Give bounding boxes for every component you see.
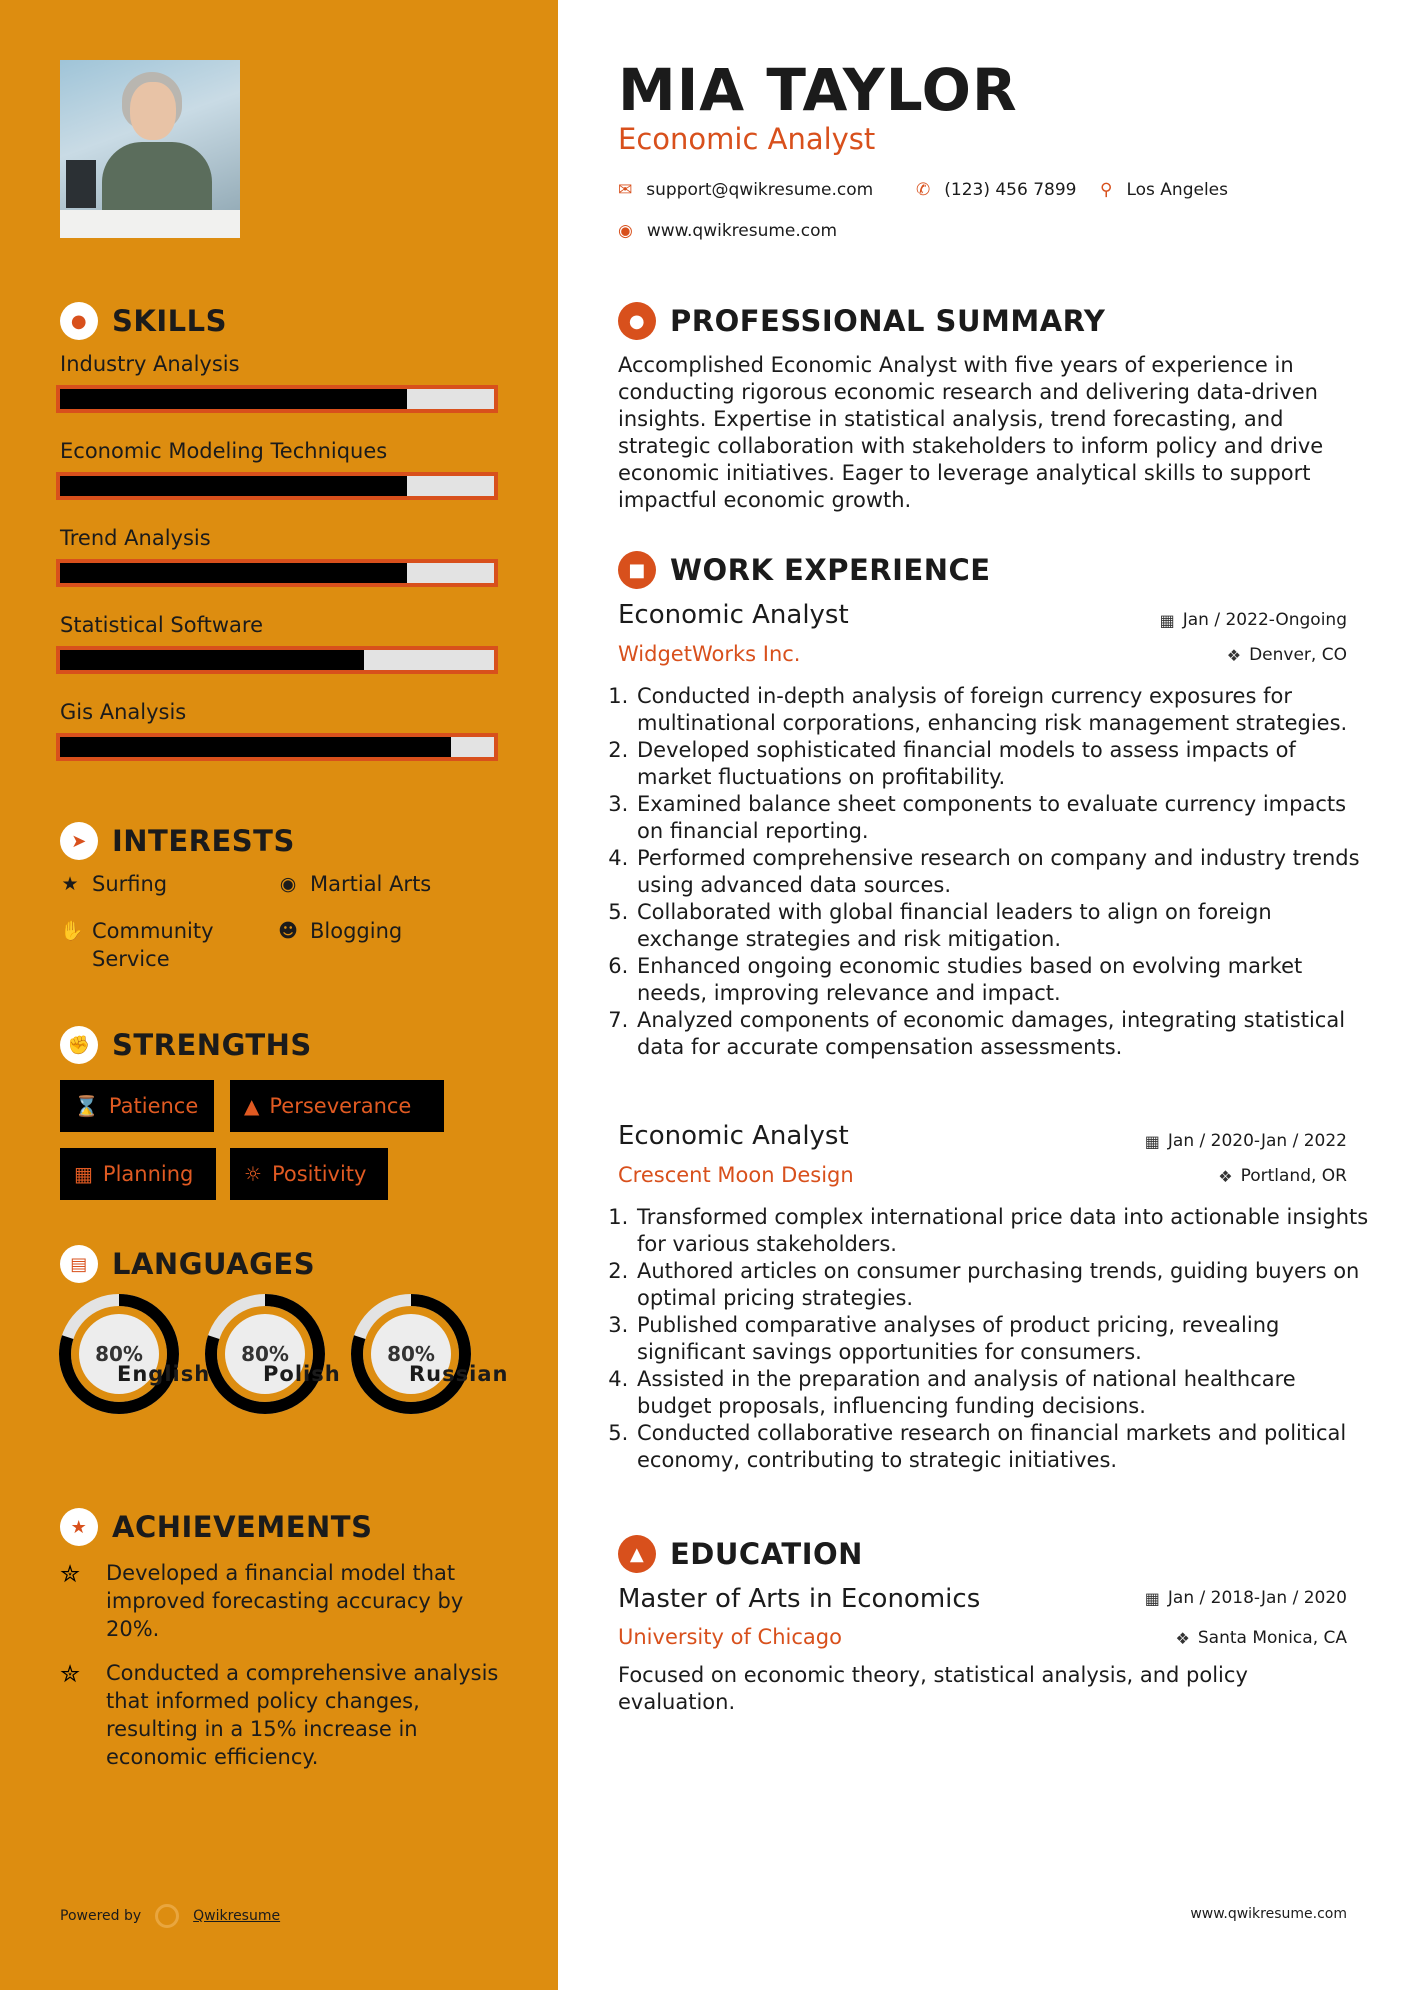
skill-bar-fill [60, 563, 407, 583]
job-duties [618, 1204, 1375, 1474]
achievements-heading: ★ ACHIEVEMENTS [60, 1508, 372, 1546]
powered-by: Powered by Qwikresume [60, 1904, 280, 1928]
star-icon: ★ [61, 873, 79, 895]
degree-title: Master of Arts in Economics [618, 1584, 981, 1614]
skill-label: Gis Analysis [60, 700, 187, 724]
job-title: Economic Analyst [618, 1121, 849, 1151]
job-company: Crescent Moon Design [618, 1163, 854, 1187]
job-dates: ▦ Jan / 2020-Jan / 2022 [1144, 1131, 1347, 1151]
skill-label: Economic Modeling Techniques [60, 439, 388, 463]
calendar-icon: ▦ [1159, 610, 1175, 630]
star-burst-icon: ✮ [60, 1560, 81, 1588]
duty-item: 5. Collaborated with global financial leaders to align on foreign exchange strategies and risk mitigation. [635, 899, 1375, 953]
profile-photo [60, 60, 240, 238]
achievement-item: ✮ Conducted a comprehensive analysis that informed policy changes, resulting in a 15% increase in economic efficiency. [60, 1660, 499, 1769]
education-location: ❖ Santa Monica, CA [1175, 1628, 1347, 1648]
school-name: University of Chicago [618, 1625, 842, 1649]
strength-badge: ☼ Positivity [230, 1148, 388, 1200]
email-contact[interactable]: ✉ support@qwikresume.com [618, 180, 874, 200]
language-percent: 80% [95, 1342, 143, 1366]
job-duties [618, 683, 1375, 1061]
summary-text: Accomplished Economic Analyst with five years of experience in conducting rigorous economic research and delivering data-driven insights. Expertise in statistical analysis, trend forecasting, and strategic collaboration with stakeholders to inform policy and drive economic initiatives. Eager to leverage analytical skills to support impactful economic growth. [618, 353, 1324, 512]
language-percent: 80% [241, 1342, 289, 1366]
paper-plane-icon: ➤ [60, 822, 98, 860]
location-contact: ⚲ Los Angeles [1100, 180, 1228, 200]
summary-heading: ● PROFESSIONAL SUMMARY [618, 302, 1105, 340]
sidebar [0, 0, 558, 1990]
pushpin-icon: ❖ [1226, 645, 1242, 665]
strengths-heading: ✊ STRENGTHS [60, 1026, 312, 1064]
sun-icon: ☼ [244, 1162, 262, 1186]
language-ring [349, 1292, 473, 1416]
binoculars-icon: ▲ [244, 1094, 260, 1118]
website-contact[interactable]: ◉ www.qwikresume.com [618, 221, 838, 241]
skill-label: Statistical Software [60, 613, 264, 637]
duty-item: 3. Examined balance sheet components to evaluate currency impacts on financial reporting. [635, 791, 1375, 845]
language-name: Polish [263, 1362, 341, 1386]
pushpin-icon: ❖ [1175, 1628, 1190, 1648]
education-dates: ▦ Jan / 2018-Jan / 2020 [1144, 1588, 1347, 1608]
duty-item: 6. Enhanced ongoing economic studies based on evolving market needs, improving relevance and impact. [635, 953, 1375, 1007]
strength-badge: ▲ Perseverance [230, 1080, 444, 1132]
experience-heading: ■ WORK EXPERIENCE [618, 551, 991, 589]
interest-item: ★ Surfing [61, 872, 168, 896]
main-content [558, 0, 1407, 1990]
strength-badge: ▦ Planning [60, 1148, 216, 1200]
job-location: ❖ Portland, OR [1218, 1166, 1347, 1186]
language-percent: 80% [387, 1342, 435, 1366]
calendar-icon: ▦ [1144, 1131, 1160, 1151]
interest-item: ✋ Community Service [60, 919, 214, 971]
language-item [203, 1292, 341, 1416]
skills-heading: ● SKILLS [60, 302, 227, 340]
user-icon: ● [618, 302, 656, 340]
duty-item: 3. Published comparative analyses of product pricing, revealing significant savings opportunities for consumers. [635, 1312, 1375, 1366]
skill-bar [56, 385, 498, 413]
duty-item: 2. Developed sophisticated financial models to assess impacts of market fluctuations on profitability. [635, 737, 1375, 791]
skill-bar [56, 733, 498, 761]
job-location: ❖ Denver, CO [1226, 645, 1347, 665]
languages-heading: ▤ LANGUAGES [60, 1245, 315, 1283]
brand-link[interactable]: Qwikresume [193, 1908, 281, 1924]
job-title: Economic Analyst [618, 600, 849, 630]
envelope-icon: ✉ [618, 180, 633, 200]
duty-item: 4. Assisted in the preparation and analysis of national healthcare budget proposals, influencing funding decisions. [635, 1366, 1375, 1420]
interests-heading: ➤ INTERESTS [60, 822, 295, 860]
footer-url[interactable]: www.qwikresume.com [1190, 1906, 1347, 1922]
qwikresume-logo-icon [155, 1904, 179, 1928]
language-name: English [117, 1362, 211, 1386]
fist-icon: ✊ [60, 1026, 98, 1064]
language-item [57, 1292, 211, 1416]
lightbulb-icon: ● [60, 302, 98, 340]
duty-item: 5. Conducted collaborative research on financial markets and political economy, contributing to strategic initiatives. [635, 1420, 1375, 1474]
skill-bar [56, 559, 498, 587]
hourglass-icon: ⌛ [74, 1094, 99, 1118]
skill-bar [56, 472, 498, 500]
person-name: MIA TAYLOR [618, 56, 1018, 124]
skill-bar-fill [60, 389, 407, 409]
skill-bar-fill [60, 737, 451, 757]
briefcase-icon: ■ [618, 551, 656, 589]
trophy-icon: ★ [60, 1508, 98, 1546]
language-icon: ▤ [60, 1245, 98, 1283]
duty-item: 1. Conducted in-depth analysis of foreign currency exposures for multinational corporations, enhancing risk management strategies. [635, 683, 1375, 737]
language-name: Russian [409, 1362, 509, 1386]
map-pin-icon: ⚲ [1100, 180, 1113, 200]
phone-icon: ✆ [916, 180, 931, 200]
job-dates: ▦ Jan / 2022-Ongoing [1159, 610, 1347, 630]
language-item [349, 1292, 509, 1416]
education-heading: ▲ EDUCATION [618, 1535, 863, 1573]
calendar-icon: ▦ [74, 1162, 93, 1186]
graduate-icon: ▲ [618, 1535, 656, 1573]
achievement-item: ✮ Developed a financial model that improved forecasting accuracy by 20%. [60, 1560, 464, 1641]
interest-item: ☻ Blogging [278, 919, 403, 943]
interest-item: ◉ Martial Arts [279, 872, 432, 896]
globe-icon: ◉ [618, 221, 633, 241]
users-icon: ☻ [278, 920, 298, 942]
skill-label: Trend Analysis [60, 526, 211, 550]
skill-bar-fill [60, 650, 364, 670]
pushpin-icon: ❖ [1218, 1166, 1233, 1186]
skill-bar [56, 646, 498, 674]
hand-icon: ✋ [60, 920, 84, 942]
language-ring [57, 1292, 181, 1416]
person-role: Economic Analyst [618, 122, 876, 156]
skill-bar-fill [60, 476, 407, 496]
globe-icon: ◉ [279, 873, 297, 895]
star-burst-icon: ✮ [60, 1660, 81, 1688]
phone-contact: ✆ (123) 456 7899 [916, 180, 1077, 200]
education-description: Focused on economic theory, statistical analysis, and policy evaluation. [618, 1663, 1248, 1714]
language-ring [203, 1292, 327, 1416]
job-company: WidgetWorks Inc. [618, 642, 801, 666]
skill-label: Industry Analysis [60, 352, 240, 376]
duty-item: 7. Analyzed components of economic damages, integrating statistical data for accurate compensation assessments. [635, 1007, 1375, 1061]
duty-item: 1. Transformed complex international price data into actionable insights for various stakeholders. [635, 1204, 1375, 1258]
duty-item: 2. Authored articles on consumer purchasing trends, guiding buyers on optimal pricing strategies. [635, 1258, 1375, 1312]
calendar-icon: ▦ [1144, 1588, 1160, 1608]
strength-badge: ⌛ Patience [60, 1080, 214, 1132]
duty-item: 4. Performed comprehensive research on company and industry trends using advanced data sources. [635, 845, 1375, 899]
